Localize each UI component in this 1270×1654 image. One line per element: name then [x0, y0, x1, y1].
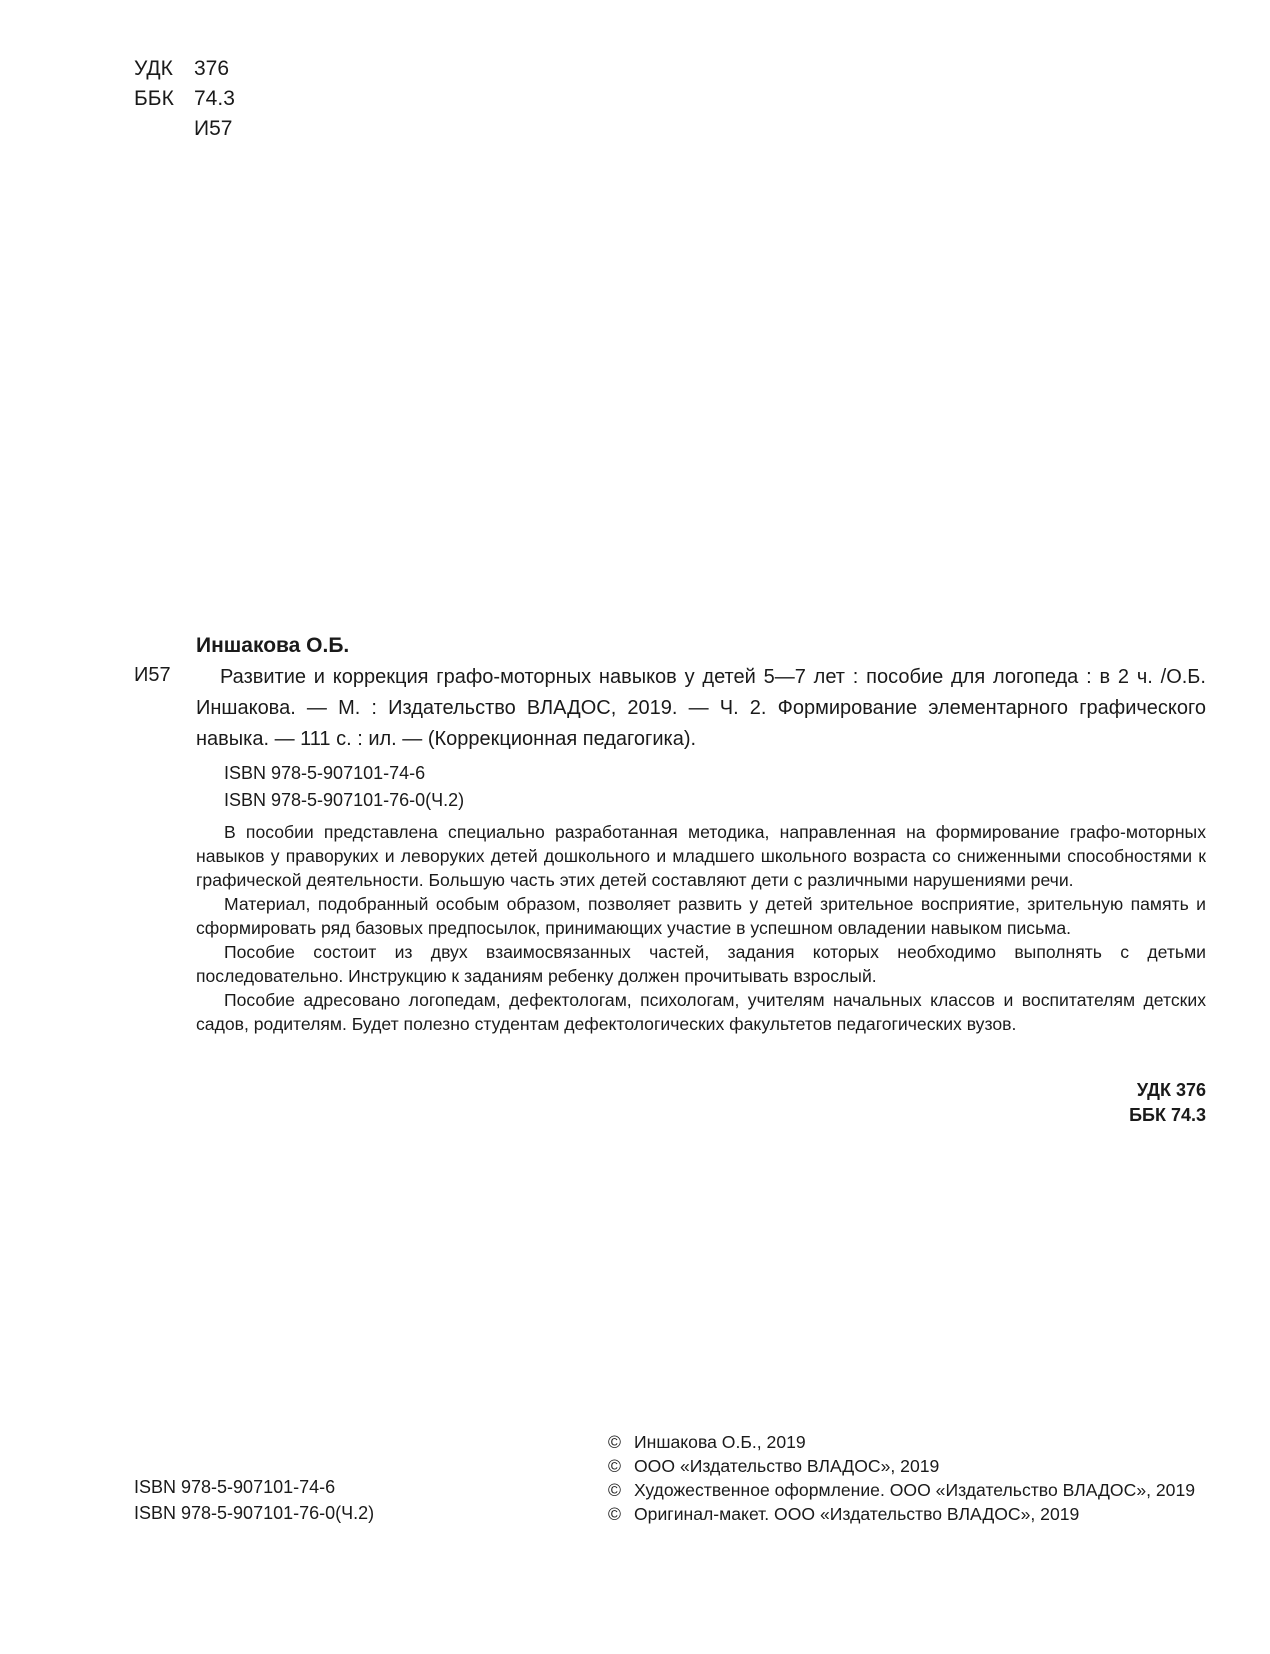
bbk-bold: ББК 74.3	[1129, 1105, 1206, 1125]
copyright-text: ООО «Издательство ВЛАДОС», 2019	[634, 1456, 940, 1476]
udk-label: УДК	[134, 57, 173, 80]
abstract-paragraph: Пособие адресовано логопедам, дефектологам, психологам, учителям начальных классов и воспитателям детских садов, родителям. Будет полезно студентам дефектологических факультетов педагогических вузов.	[196, 990, 1206, 1034]
copyright-text: Оригинал-макет. ООО «Издательство ВЛАДОС», 2019	[634, 1504, 1080, 1524]
copyright-row	[608, 1430, 1195, 1454]
abstract-paragraph: В пособии представлена специально разработанная методика, направленная на формирование графо-моторных навыков у праворуких и леворуких детей дошкольного и младшего школьного возраста со сниженными способностями к графической деятельности. Большую часть этих детей составляют дети с различными нарушениями речи.	[196, 822, 1206, 890]
copyright-symbol: ©	[608, 1456, 621, 1476]
copyright-row	[608, 1454, 1195, 1478]
author-mark-row	[134, 114, 232, 144]
classification-right	[1129, 1078, 1206, 1128]
copyright-text: Художественное оформление. ООО «Издательство ВЛАДОС», 2019	[634, 1480, 1196, 1500]
bbk-value: 74.3	[194, 87, 235, 110]
isbn-footer-line: ISBN 978-5-907101-74-6	[134, 1477, 336, 1497]
copyright-row	[608, 1502, 1195, 1526]
copyright-symbol: ©	[608, 1480, 621, 1500]
copyright-text: Иншакова О.Б., 2019	[634, 1432, 806, 1452]
isbn-footer	[134, 1474, 374, 1526]
udk-bold: УДК 376	[1136, 1080, 1206, 1100]
copyright-row	[608, 1478, 1195, 1502]
bbk-label: ББК	[134, 87, 174, 110]
author-mark-value: И57	[194, 117, 233, 140]
isbn-line: ISBN 978-5-907101-74-6	[224, 763, 426, 783]
bibliographic-entry: Развитие и коррекция графо-моторных навыков у детей 5—7 лет : пособие для логопеда : в 2 ч. /О.Б. Иншакова. — М. : Издательство ВЛАДОС, 2019. — Ч. 2. Формирование элементарного графического навыка. — 111 с. : ил. — (Коррекционная педагогика).	[196, 666, 1206, 750]
abstract-paragraph: Пособие состоит из двух взаимосвязанных частей, задания которых необходимо выполнять с детьми последовательно. Инструкцию к заданиям ребенку должен прочитывать взрослый.	[196, 942, 1206, 986]
udk-row	[134, 54, 229, 84]
catalog-code: И57	[134, 664, 171, 686]
copyright-symbol: ©	[608, 1504, 621, 1524]
abstract-paragraph: Материал, подобранный особым образом, позволяет развить у детей зрительное восприятие, зрительную память и сформировать ряд базовых предпосылок, принимающих участие в успешном овладении навыком письма.	[196, 894, 1206, 938]
author-line: Иншакова О.Б.	[196, 634, 350, 657]
isbn-footer-line: ISBN 978-5-907101-76-0(Ч.2)	[134, 1503, 375, 1523]
copyright-block	[608, 1430, 1195, 1526]
udk-value: 376	[194, 57, 230, 80]
bbk-row	[134, 84, 235, 114]
isbn-line: ISBN 978-5-907101-76-0(Ч.2)	[224, 790, 465, 810]
copyright-symbol: ©	[608, 1432, 621, 1452]
abstract	[196, 820, 1206, 1036]
